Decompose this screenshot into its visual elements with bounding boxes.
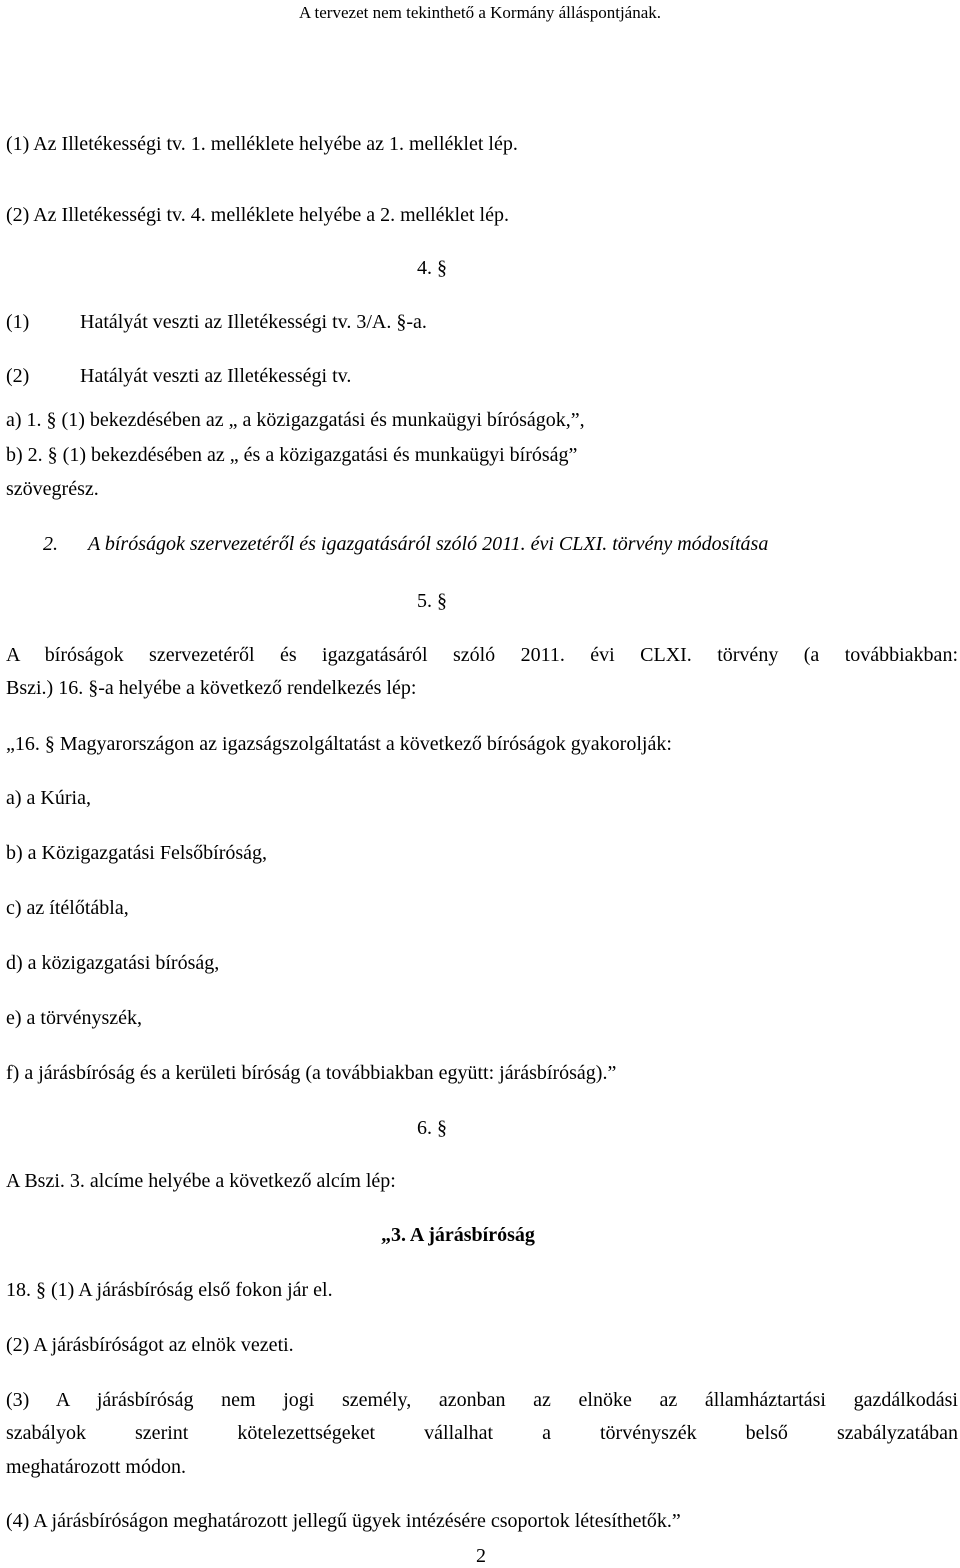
chapter-number: 2. [43,533,58,555]
paragraph-line: Bszi.) 16. §-a helyébe a következő rendelkezés lép: [6,677,417,699]
paragraph-number: (2) [6,365,30,387]
list-item: e) a törvényszék, [6,1007,143,1029]
paragraph-line: (3) A járásbíróság nem jogi személy, azonban az elnöke az államháztartási gazdálkodási [6,1389,958,1411]
section-number: 5. § [417,590,447,612]
list-item: b) a Közigazgatási Felsőbíróság, [6,842,268,864]
chapter-title: A bíróságok szervezetéről és igazgatásáról szóló 2011. évi CLXI. törvény módosítása [88,533,769,555]
paragraph-line: meghatározott módon. [6,1456,186,1478]
paragraph-line: Hatályát veszti az Illetékességi tv. 3/A. §-a. [80,311,427,333]
section-number: 4. § [417,257,447,279]
list-item: d) a közigazgatási bíróság, [6,952,220,974]
paragraph-line: (1) Az Illetékességi tv. 1. melléklete helyébe az 1. melléklet lép. [6,133,518,155]
paragraph-line: (2) Az Illetékességi tv. 4. melléklete helyébe a 2. melléklet lép. [6,204,509,226]
list-item: c) az ítélőtábla, [6,897,129,919]
paragraph-number: (1) [6,311,30,333]
list-item: f) a járásbíróság és a kerületi bíróság (a továbbiakban együtt: járásbíróság).” [6,1062,617,1084]
subtitle-heading: „3. A járásbíróság [381,1224,535,1246]
paragraph-line: szövegrész. [6,478,99,500]
section-number: 6. § [417,1117,447,1139]
paragraph-line: (2) A járásbíróságot az elnök vezeti. [6,1334,294,1356]
paragraph-line: „16. § Magyarországon az igazságszolgáltatást a következő bíróságok gyakorolják: [6,733,672,755]
paragraph-line: szabályok szerint kötelezettségeket vállalhat a törvényszék belső szabályzatában [6,1422,958,1444]
paragraph-line: A Bszi. 3. alcíme helyébe a következő alcím lép: [6,1170,396,1192]
paragraph-line: (4) A járásbíróságon meghatározott jellegű ügyek intézésére csoportok létesíthetők.” [6,1510,681,1532]
paragraph-line: A bíróságok szervezetéről és igazgatásáról szóló 2011. évi CLXI. törvény (a továbbiakban: [6,644,958,666]
list-item: a) 1. § (1) bekezdésében az „ a közigazgatási és munkaügyi bíróságok,”, [6,409,585,431]
page-number: 2 [476,1545,486,1567]
paragraph-line: Hatályát veszti az Illetékességi tv. [80,365,352,387]
list-item: a) a Kúria, [6,787,91,809]
list-item: b) 2. § (1) bekezdésében az „ és a közigazgatási és munkaügyi bíróság” [6,444,578,466]
page-header: A tervezet nem tekinthető a Kormány álláspontjának. [298,3,662,22]
paragraph-line: 18. § (1) A járásbíróság első fokon jár el. [6,1279,333,1301]
